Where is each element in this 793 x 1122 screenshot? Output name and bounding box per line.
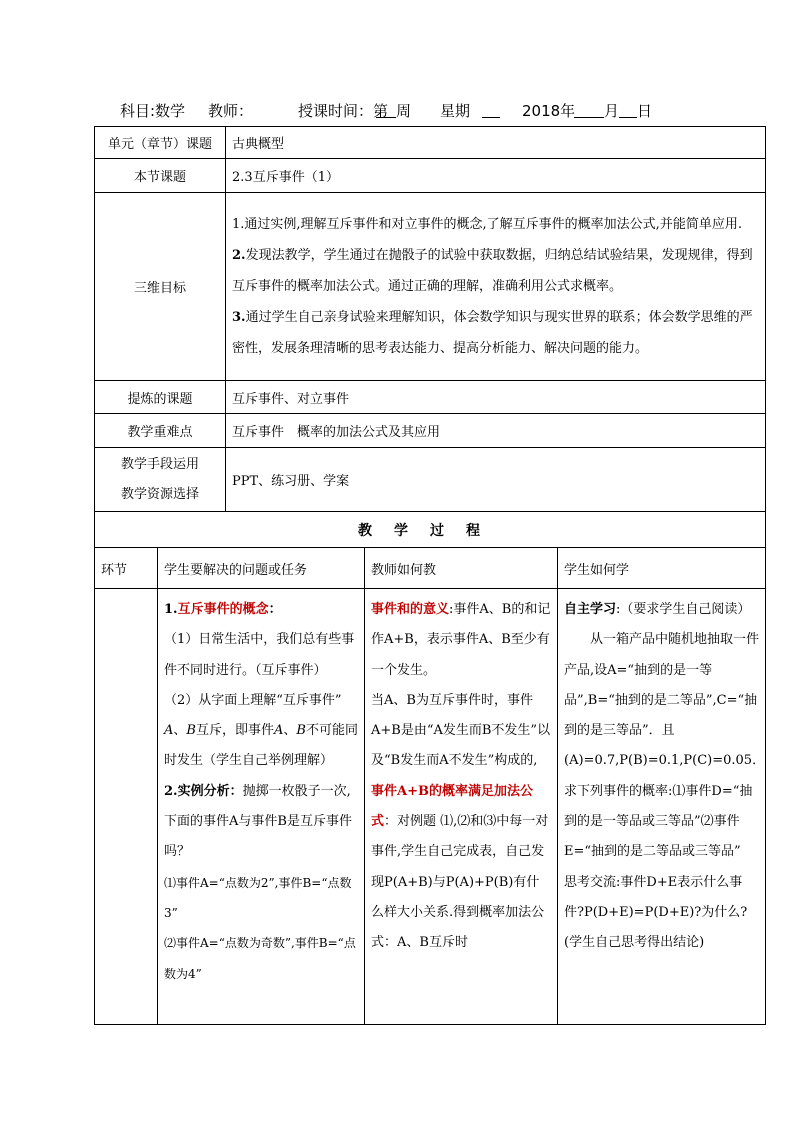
task-p1: （1）日常生活中，我们总有些事件不同时进行。（互斥事件） xyxy=(164,632,355,678)
day-blank xyxy=(619,100,637,118)
objective-2: 2.发现法教学，学生通过在抛骰子的试验中获取数据，归纳总结试验结果，发现规律，得到互斥事件的概率加法公式。通过正确的理解，准确利用公式求概率。 xyxy=(232,248,753,294)
task-p3: A、B互斥，即事件A、B不可能同时发生（学生自己举例理解） xyxy=(164,723,358,769)
col-teacher: 教师如何教 xyxy=(365,548,558,589)
teacher-label: 教师： xyxy=(208,102,254,120)
objective-1: 1.通过实例,理解互斥事件和对立事件的概念,了解互斥事件的概率加法公式,并能简单应用. xyxy=(232,217,742,232)
stage-cell xyxy=(95,589,158,1025)
time-label: 授课时间：第 xyxy=(298,102,389,120)
unit-label: 单元（章节）课题 xyxy=(95,127,226,159)
task-p5: ⑴事件A=“点数为2”,事件B=“点数3” xyxy=(164,875,352,920)
month-label: 月 xyxy=(604,102,620,120)
task-p6: ⑵事件A=“点数为奇数”,事件B=“点数为4” xyxy=(164,936,356,981)
task-p4: 2.实例分析：抛掷一枚骰子一次,下面的事件A与事件B是互斥事件吗？ xyxy=(164,783,352,860)
teacher-cell xyxy=(365,589,558,1025)
lesson-label: 本节课题 xyxy=(95,159,226,193)
task-heading-1: 1.互斥事件的概念： xyxy=(164,602,282,617)
key-value: 互斥事件 概率的加法公式及其应用 xyxy=(226,414,766,448)
weekday-label: 星期 xyxy=(440,102,471,120)
month-blank xyxy=(574,100,604,118)
col-student: 学生如何学 xyxy=(558,548,766,589)
task-p2: （2）从字面上理解“互斥事件” xyxy=(164,692,342,708)
day-label: 日 xyxy=(637,102,653,120)
objectives-cell xyxy=(226,193,766,381)
subject-label: 科目:数学 xyxy=(120,102,186,120)
objective-3: 3.通过学生自己亲身试验来理解知识，体会数学知识与现实世界的联系；体会数学思维的严密性，发展条理清晰的思考表达能力、提高分析能力、解决问题的能力。 xyxy=(232,310,753,356)
week-blank xyxy=(376,100,396,118)
col-stage: 环节 xyxy=(95,548,158,589)
lesson-value: 2.3互斥事件（1） xyxy=(226,159,766,193)
weekday-blank xyxy=(482,100,500,118)
key-label: 教学重难点 xyxy=(95,414,226,448)
teacher-p2: 当A、B为互斥事件时，事件A+B是由“A发生而B不发生”以及“B发生而A不发生”构成的, xyxy=(371,692,551,769)
year-label: 2018年 xyxy=(522,102,576,120)
means-label: 教学手段运用 教学资源选择 xyxy=(95,448,226,512)
student-p3: 思考交流:事件D+E表示什么事件?P(D+E)=P(D+E)?为什么?(学生自己思考得出结论) xyxy=(564,874,748,951)
objectives-label: 三维目标 xyxy=(95,193,226,381)
process-title: 教学过程 xyxy=(95,512,766,548)
col-task: 学生要解决的问题或任务 xyxy=(158,548,365,589)
student-p1: 自主学习:（要求学生自己阅读） xyxy=(564,602,751,617)
header-line xyxy=(120,100,720,122)
refined-label: 提炼的课题 xyxy=(95,381,226,414)
refined-value: 互斥事件、对立事件 xyxy=(226,381,766,414)
week-label: 周 xyxy=(396,102,412,120)
student-p2: 从一箱产品中随机地抽取一件产品,设A=“抽到的是一等品”,B=“抽到的是二等品”,C=“抽到的是三等品”．且(A)=0.7,P(B)=0.1,P(C)=0.05．求下列事件的概率:⑴事件D=“抽到的是一等品或三等品”⑵事件E=“抽到的是二等品或三等品” xyxy=(564,632,766,860)
teacher-p1: 事件和的意义:事件A、B的和记作A+B，表示事件A、B至少有一个发生。 xyxy=(371,602,551,678)
unit-value: 古典概型 xyxy=(226,127,766,159)
teacher-p3: 事件A+B的概率满足加法公式：对例题 ⑴,⑵和⑶中每一对事件,学生自己完成表，自己发现P(A+B)与P(A)+P(B)有什么样大小关系.得到概率加法公式：A、B互斥时 xyxy=(371,783,549,951)
means-value: PPT、练习册、学案 xyxy=(226,448,766,512)
task-cell xyxy=(158,589,365,1025)
student-cell xyxy=(558,589,766,1025)
lesson-plan-table xyxy=(94,126,766,1025)
